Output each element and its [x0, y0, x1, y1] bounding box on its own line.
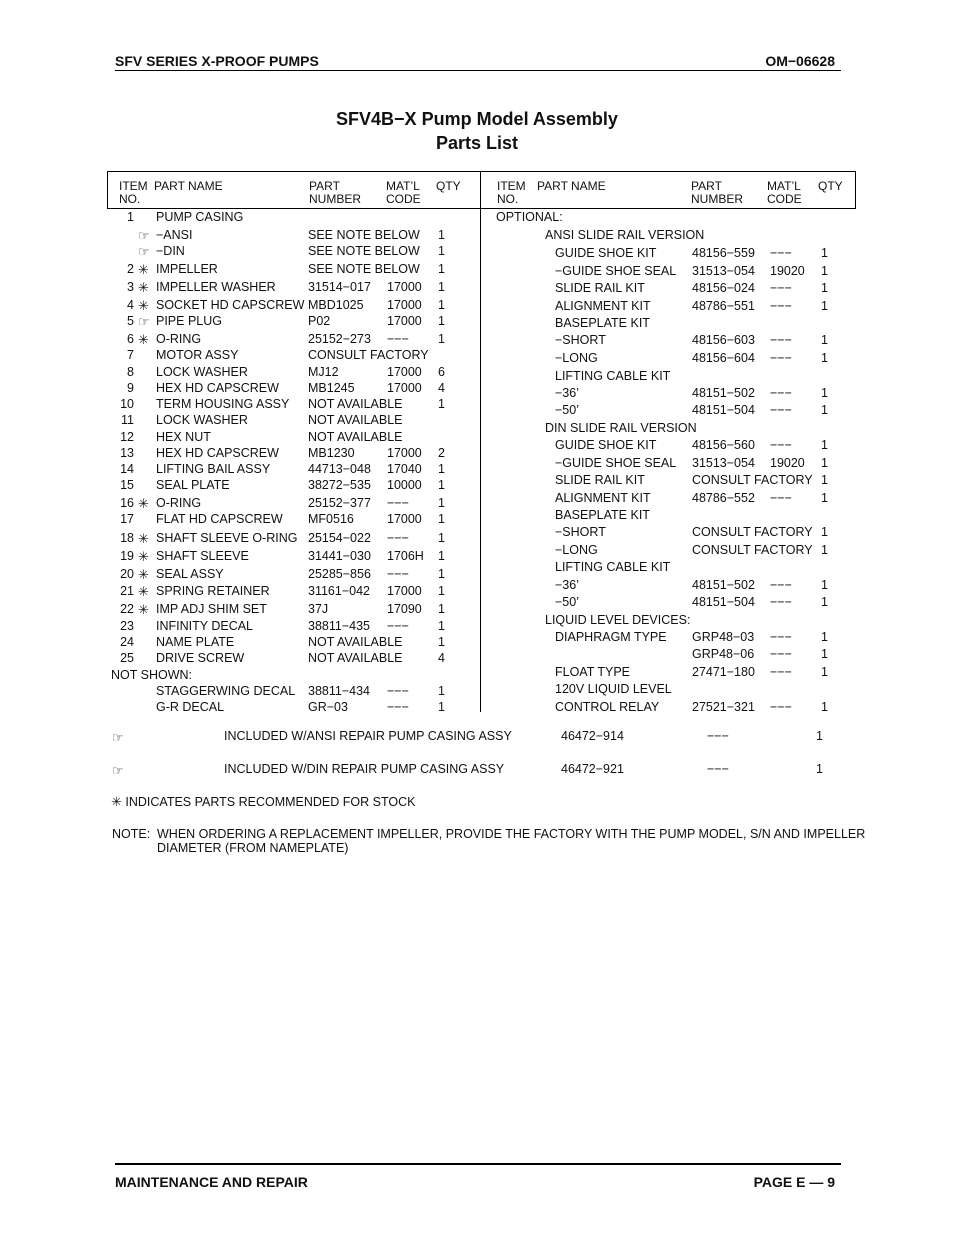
material-code: −−− — [387, 496, 409, 510]
stock-note-text: INDICATES PARTS RECOMMENDED FOR STOCK — [125, 795, 416, 809]
part-number: 48156−603 — [692, 333, 755, 347]
material-code: 17000 — [387, 446, 422, 460]
quantity: 1 — [438, 496, 445, 510]
asterisk-icon: ✳ — [138, 332, 149, 347]
quantity: 1 — [438, 332, 445, 346]
quantity: 1 — [438, 280, 445, 294]
part-name: FLAT HD CAPSCREW — [156, 512, 283, 526]
quantity: 1 — [438, 244, 445, 258]
part-number: MB1245 — [308, 381, 355, 395]
material-code: −−− — [387, 684, 409, 698]
item-number: 19 — [120, 549, 134, 563]
item-number: 10 — [120, 397, 134, 411]
material-code: 19020 — [770, 456, 805, 470]
part-number: 31513−054 — [692, 264, 755, 278]
material-code: −−− — [770, 438, 792, 452]
item-number: 3 — [127, 280, 134, 294]
part-name: HEX HD CAPSCREW — [156, 381, 279, 395]
part-name: LIFTING CABLE KIT — [555, 369, 671, 383]
part-name: BASEPLATE KIT — [555, 316, 650, 330]
material-code: −−− — [770, 299, 792, 313]
part-name: INFINITY DECAL — [156, 619, 254, 633]
material-code: 17000 — [387, 298, 422, 312]
part-number: CONSULT FACTORY — [692, 543, 813, 557]
material-code: 1706H — [387, 549, 424, 563]
quantity: 1 — [438, 478, 445, 492]
part-name: −36’ — [555, 578, 579, 592]
material-code: 17000 — [387, 314, 422, 328]
col-item-no-right: ITEM NO. — [497, 179, 526, 206]
note-line-1: WHEN ORDERING A REPLACEMENT IMPELLER, PROVIDE THE FACTORY WITH THE PUMP MODEL, S/N AND IMPELLER — [157, 827, 866, 841]
part-name: MOTOR ASSY — [156, 348, 239, 362]
quantity: 1 — [821, 386, 828, 400]
quantity: 1 — [821, 543, 828, 557]
quantity: 1 — [438, 462, 445, 476]
quantity: 1 — [821, 700, 828, 714]
item-number: 23 — [120, 619, 134, 633]
material-code: 10000 — [387, 478, 422, 492]
part-number: 31513−054 — [692, 456, 755, 470]
quantity: 4 — [438, 651, 445, 665]
material-code: −−− — [770, 403, 792, 417]
part-number: MJ12 — [308, 365, 339, 379]
part-name: −50’ — [555, 403, 579, 417]
part-number: 48786−552 — [692, 491, 755, 505]
part-name: 120V LIQUID LEVEL — [555, 682, 672, 696]
quantity: 1 — [821, 491, 828, 505]
part-name: G-R DECAL — [156, 700, 225, 714]
part-name: TERM HOUSING ASSY — [156, 397, 290, 411]
part-number: NOT AVAILABLE — [308, 413, 403, 427]
part-name: −GUIDE SHOE SEAL — [555, 264, 677, 278]
material-code: −−− — [770, 578, 792, 592]
pointing-hand-icon: ☞ — [138, 314, 150, 329]
material-code: −−− — [387, 332, 409, 346]
part-name: GUIDE SHOE KIT — [555, 438, 657, 452]
part-name: ALIGNMENT KIT — [555, 491, 651, 505]
col-part-name-right: PART NAME — [537, 179, 606, 193]
column-divider — [480, 171, 481, 712]
quantity: 1 — [821, 473, 828, 487]
quantity: 1 — [821, 525, 828, 539]
part-number: 46472−921 — [561, 762, 624, 776]
part-name: SLIDE RAIL KIT — [555, 473, 645, 487]
item-number: 20 — [120, 567, 134, 581]
part-number: NOT AVAILABLE — [308, 430, 403, 444]
asterisk-icon: ✳ — [138, 262, 149, 277]
quantity: 1 — [438, 602, 445, 616]
col-matl-code-right: MAT’L CODE — [767, 179, 802, 206]
material-code: −−− — [770, 386, 792, 400]
part-number: GRP48−03 — [692, 630, 755, 644]
part-number: 48151−502 — [692, 386, 755, 400]
part-number: 25154−022 — [308, 531, 371, 545]
section-label: DIN SLIDE RAIL VERSION — [545, 421, 697, 435]
item-number: 18 — [120, 531, 134, 545]
section-label: NOT SHOWN: — [111, 668, 193, 682]
quantity: 1 — [821, 595, 828, 609]
part-number: NOT AVAILABLE — [308, 635, 403, 649]
quantity: 1 — [821, 333, 828, 347]
item-number: 7 — [127, 348, 134, 362]
material-code: −−− — [707, 729, 729, 743]
part-name: −DIN — [156, 244, 185, 258]
part-name: LOCK WASHER — [156, 413, 248, 427]
part-number: 31161−042 — [308, 584, 370, 598]
material-code: 17000 — [387, 365, 422, 379]
item-number: 9 — [127, 381, 134, 395]
part-number: SEE NOTE BELOW — [308, 244, 420, 258]
quantity: 1 — [816, 762, 823, 776]
material-code: 17040 — [387, 462, 422, 476]
part-name: −LONG — [555, 543, 598, 557]
pointing-hand-icon: ☞ — [138, 244, 150, 259]
item-number: 16 — [120, 496, 134, 510]
part-name: BASEPLATE KIT — [555, 508, 650, 522]
material-code: −−− — [770, 647, 792, 661]
pointing-hand-icon: ☞ — [112, 730, 124, 745]
material-code: 17000 — [387, 512, 422, 526]
item-number: 5 — [127, 314, 134, 328]
section-label: ANSI SLIDE RAIL VERSION — [545, 228, 705, 242]
material-code: −−− — [387, 700, 409, 714]
material-code: −−− — [770, 333, 792, 347]
asterisk-icon: ✳ — [138, 549, 149, 564]
item-number: 21 — [120, 584, 134, 598]
quantity: 1 — [821, 578, 828, 592]
part-number: 37J — [308, 602, 329, 616]
asterisk-icon: ✳ — [138, 280, 149, 295]
asterisk-icon: ✳ — [138, 496, 149, 511]
quantity: 1 — [438, 314, 445, 328]
material-code: −−− — [387, 531, 409, 545]
part-number: NOT AVAILABLE — [308, 397, 403, 411]
material-code: 17000 — [387, 280, 422, 294]
part-number: CONSULT FACTORY — [692, 473, 813, 487]
quantity: 1 — [438, 228, 445, 242]
item-number: 1 — [127, 210, 134, 224]
part-number: 27471−180 — [692, 665, 755, 679]
material-code: −−− — [770, 630, 792, 644]
part-number: SEE NOTE BELOW — [308, 262, 420, 276]
part-name: LOCK WASHER — [156, 365, 248, 379]
item-number: 13 — [120, 446, 134, 460]
part-number: GRP48−06 — [692, 647, 755, 661]
part-number: 38811−435 — [308, 619, 370, 633]
part-name: CONTROL RELAY — [555, 700, 660, 714]
quantity: 2 — [438, 446, 445, 460]
part-name: −GUIDE SHOE SEAL — [555, 456, 677, 470]
part-name: IMPELLER WASHER — [156, 280, 276, 294]
material-code: −−− — [387, 567, 409, 581]
quantity: 1 — [821, 246, 828, 260]
part-name: STAGGERWING DECAL — [156, 684, 296, 698]
material-code: 17000 — [387, 381, 422, 395]
quantity: 1 — [438, 700, 445, 714]
part-name: LIFTING BAIL ASSY — [156, 462, 271, 476]
quantity: 1 — [438, 512, 445, 526]
quantity: 4 — [438, 381, 445, 395]
part-name: IMPELLER — [156, 262, 218, 276]
item-number: 2 — [127, 262, 134, 276]
quantity: 1 — [438, 298, 445, 312]
item-number: 17 — [120, 512, 134, 526]
part-number: 48156−559 — [692, 246, 755, 260]
quantity: 1 — [438, 684, 445, 698]
part-name: −50’ — [555, 595, 579, 609]
part-number: 38272−535 — [308, 478, 371, 492]
part-name: IMP ADJ SHIM SET — [156, 602, 267, 616]
part-name: SLIDE RAIL KIT — [555, 281, 645, 295]
part-number: NOT AVAILABLE — [308, 651, 403, 665]
quantity: 1 — [438, 262, 445, 276]
col-part-number-right: PART NUMBER — [691, 179, 744, 206]
part-number: 31441−030 — [308, 549, 371, 563]
col-qty: QTY — [436, 179, 461, 193]
quantity: 1 — [816, 729, 823, 743]
asterisk-icon: ✳ — [138, 298, 149, 313]
asterisk-icon: ✳ — [138, 602, 149, 617]
part-name: GUIDE SHOE KIT — [555, 246, 657, 260]
stock-note — [111, 795, 415, 809]
part-number: 46472−914 — [561, 729, 624, 743]
material-code: −−− — [770, 595, 792, 609]
part-number: 48151−502 — [692, 578, 755, 592]
col-part-name: PART NAME — [154, 179, 223, 193]
material-code: 17000 — [387, 584, 422, 598]
quantity: 1 — [438, 549, 445, 563]
item-number: 24 — [120, 635, 134, 649]
part-number: MF0516 — [308, 512, 354, 526]
asterisk-icon: ✳ — [138, 531, 149, 546]
part-name: PUMP CASING — [156, 210, 244, 224]
part-name: PIPE PLUG — [156, 314, 222, 328]
part-name: DIAPHRAGM TYPE — [555, 630, 667, 644]
col-matl-code: MAT’L CODE — [386, 179, 421, 206]
quantity: 1 — [438, 619, 445, 633]
part-name: NAME PLATE — [156, 635, 235, 649]
part-name: DRIVE SCREW — [156, 651, 245, 665]
quantity: 1 — [821, 403, 828, 417]
part-number: P02 — [308, 314, 331, 328]
part-number: 27521−321 — [692, 700, 755, 714]
part-number: 38811−434 — [308, 684, 370, 698]
quantity: 1 — [821, 351, 828, 365]
part-name: FLOAT TYPE — [555, 665, 631, 679]
asterisk-icon: ✳ — [138, 584, 149, 599]
item-number: 8 — [127, 365, 134, 379]
part-name: O-RING — [156, 496, 202, 510]
part-number: 25285−856 — [308, 567, 371, 581]
material-code: −−− — [770, 700, 792, 714]
col-part-number: PART NUMBER — [309, 179, 362, 206]
part-name: SHAFT SLEEVE — [156, 549, 249, 563]
header-title: SFV SERIES X-PROOF PUMPS — [115, 53, 319, 69]
quantity: 1 — [438, 584, 445, 598]
page-title — [0, 107, 954, 155]
item-number: 11 — [121, 413, 134, 427]
part-name: ALIGNMENT KIT — [555, 299, 651, 313]
quantity: 1 — [438, 531, 445, 545]
part-number: 25152−377 — [308, 496, 371, 510]
quantity: 6 — [438, 365, 445, 379]
quantity: 1 — [438, 567, 445, 581]
part-name: SEAL PLATE — [156, 478, 230, 492]
part-number: 48151−504 — [692, 595, 755, 609]
part-name: −SHORT — [555, 333, 606, 347]
quantity: 1 — [821, 665, 828, 679]
quantity: 1 — [821, 264, 828, 278]
included-text: INCLUDED W/DIN REPAIR PUMP CASING ASSY — [224, 762, 505, 776]
material-code: −−− — [770, 246, 792, 260]
part-number: 31514−017 — [308, 280, 371, 294]
part-number: GR−03 — [308, 700, 348, 714]
included-text: INCLUDED W/ANSI REPAIR PUMP CASING ASSY — [224, 729, 512, 743]
part-number: 44713−048 — [308, 462, 371, 476]
page-number: PAGE E — 9 — [753, 1174, 835, 1190]
part-number: MB1230 — [308, 446, 355, 460]
quantity: 1 — [438, 635, 445, 649]
asterisk-icon: ✳ — [111, 794, 122, 809]
part-number: SEE NOTE BELOW — [308, 228, 420, 242]
part-number: 48786−551 — [692, 299, 755, 313]
section-label: OPTIONAL: — [496, 210, 563, 224]
part-name: −LONG — [555, 351, 598, 365]
col-item-no: ITEM NO. — [119, 179, 148, 206]
material-code: −−− — [770, 281, 792, 295]
item-number: 14 — [120, 462, 134, 476]
footer-section: MAINTENANCE AND REPAIR — [115, 1174, 308, 1190]
part-number: 48156−560 — [692, 438, 755, 452]
quantity: 1 — [821, 647, 828, 661]
pointing-hand-icon: ☞ — [112, 763, 124, 778]
part-number: 48156−604 — [692, 351, 755, 365]
item-number: 12 — [120, 430, 134, 444]
col-qty-right: QTY — [818, 179, 843, 193]
part-name: SEAL ASSY — [156, 567, 224, 581]
quantity: 1 — [438, 397, 445, 411]
part-name: SOCKET HD CAPSCREW — [156, 298, 305, 312]
part-name: −ANSI — [156, 228, 193, 242]
material-code: −−− — [707, 762, 729, 776]
part-name: SHAFT SLEEVE O-RING — [156, 531, 298, 545]
part-number: CONSULT FACTORY — [308, 348, 429, 362]
material-code: −−− — [770, 491, 792, 505]
material-code: −−− — [387, 619, 409, 633]
title-line-2: Parts List — [435, 133, 519, 153]
part-name: −SHORT — [555, 525, 606, 539]
part-name: LIFTING CABLE KIT — [555, 560, 671, 574]
part-name: HEX HD CAPSCREW — [156, 446, 279, 460]
part-number: 48156−024 — [692, 281, 755, 295]
part-number: CONSULT FACTORY — [692, 525, 813, 539]
material-code: 17090 — [387, 602, 422, 616]
part-name: O-RING — [156, 332, 202, 346]
title-line-1: SFV4B−X Pump Model Assembly — [336, 109, 618, 129]
pointing-hand-icon: ☞ — [138, 228, 150, 243]
item-number: 15 — [120, 478, 134, 492]
part-name: −36’ — [555, 386, 579, 400]
part-number: 25152−273 — [308, 332, 371, 346]
item-number: 4 — [127, 298, 134, 312]
part-number: 48151−504 — [692, 403, 755, 417]
material-code: −−− — [770, 665, 792, 679]
item-number: 22 — [120, 602, 134, 616]
quantity: 1 — [821, 438, 828, 452]
item-number: 25 — [120, 651, 134, 665]
part-number: MBD1025 — [308, 298, 364, 312]
quantity: 1 — [821, 299, 828, 313]
quantity: 1 — [821, 456, 828, 470]
material-code: −−− — [770, 351, 792, 365]
item-number: 6 — [127, 332, 134, 346]
document-number: OM−06628 — [765, 53, 835, 69]
material-code: 19020 — [770, 264, 805, 278]
note-label: NOTE: — [112, 827, 151, 841]
note-line-2: DIAMETER (FROM NAMEPLATE) — [157, 841, 349, 855]
section-label: LIQUID LEVEL DEVICES: — [545, 613, 691, 627]
part-name: HEX NUT — [156, 430, 211, 444]
part-name: SPRING RETAINER — [156, 584, 270, 598]
page-footer — [115, 1163, 841, 1190]
page-header — [115, 53, 841, 71]
asterisk-icon: ✳ — [138, 567, 149, 582]
quantity: 1 — [821, 281, 828, 295]
quantity: 1 — [821, 630, 828, 644]
